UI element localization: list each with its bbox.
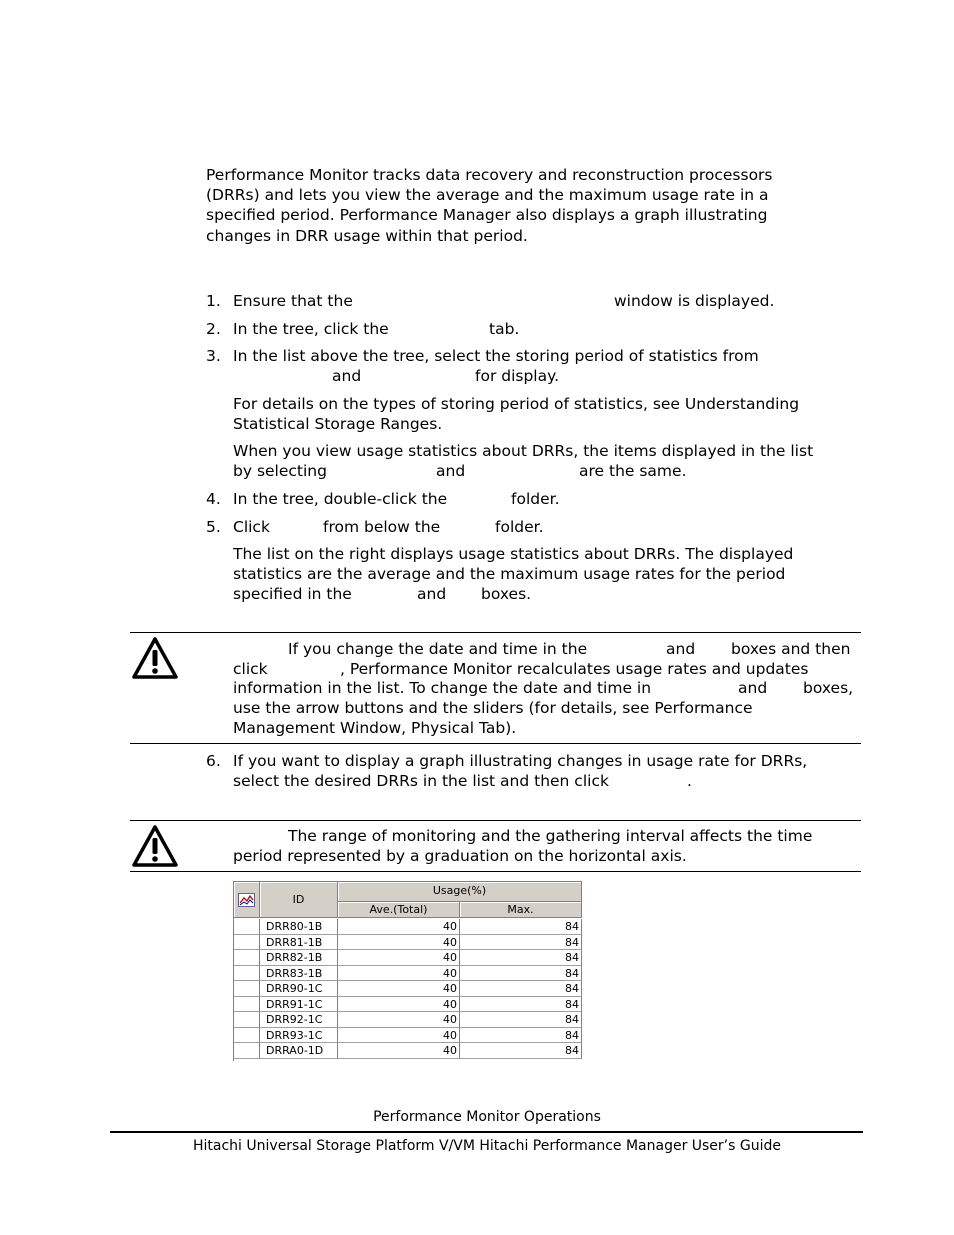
step-text: In the tree, click the — [233, 320, 389, 338]
ave-usage-cell: 40 — [338, 1012, 460, 1028]
step-text: . — [687, 772, 692, 790]
footer-book-title: Hitachi Universal Storage Platform V/VM Hitachi Performance Manager User’s Guide — [193, 1138, 781, 1154]
drr-id-cell: DRRA0-1D — [260, 1043, 338, 1059]
step-note: When you view usage statistics about DRRs, the items displayed in the list — [233, 442, 814, 460]
footer-divider — [110, 1131, 863, 1133]
step-note: Statistical Storage Ranges. — [233, 415, 443, 433]
intro-line: specified period. Performance Manager also displays a graph illustrating — [206, 206, 768, 224]
ave-usage-cell: 40 — [338, 919, 460, 935]
row-selector-cell — [234, 981, 260, 997]
table-row[interactable] — [234, 966, 582, 982]
footer-section-title: Performance Monitor Operations — [373, 1109, 601, 1125]
row-selector-cell — [234, 966, 260, 982]
table-row[interactable] — [234, 950, 582, 966]
id-column-header[interactable]: ID — [260, 882, 338, 918]
step-number: 6. — [206, 752, 221, 770]
table-row[interactable] — [234, 1028, 582, 1044]
step-note: and — [417, 585, 447, 603]
intro-line: Performance Monitor tracks data recovery and reconstruction processors — [206, 166, 773, 184]
step-text: folder. — [511, 490, 560, 508]
max-usage-cell: 84 — [460, 966, 582, 982]
table-row[interactable] — [234, 981, 582, 997]
step-text: and — [332, 367, 362, 385]
step-note: by selecting — [233, 462, 327, 480]
max-usage-cell: 84 — [460, 1012, 582, 1028]
step-text: from below the — [323, 518, 441, 536]
drr-id-cell: DRR80-1B — [260, 919, 338, 935]
ave-column-header[interactable]: Ave.(Total) — [338, 902, 460, 918]
warning-triangle-icon — [131, 636, 179, 680]
row-selector-cell — [234, 919, 260, 935]
usage-column-header: Usage(%) — [338, 882, 582, 902]
caution-text: information in the list. To change the date and time in — [233, 679, 652, 697]
caution-text: and — [738, 679, 768, 697]
caution-text: , Performance Monitor recalculates usage rates and updates — [340, 660, 809, 678]
step-text: If you want to display a graph illustrating changes in usage rate for DRRs, — [233, 752, 808, 770]
step-note: are the same. — [579, 462, 687, 480]
step-note: statistics are the average and the maximum usage rates for the period — [233, 565, 786, 583]
row-selector-cell — [234, 1028, 260, 1044]
graph-column-header[interactable] — [234, 882, 260, 918]
step-number: 3. — [206, 347, 221, 365]
intro-line: (DRRs) and lets you view the average and the maximum usage rate in a — [206, 186, 769, 204]
caution-text: boxes and then — [731, 640, 851, 658]
max-usage-cell: 84 — [460, 997, 582, 1013]
step-note: The list on the right displays usage statistics about DRRs. The displayed — [233, 545, 794, 563]
row-selector-cell — [234, 1043, 260, 1059]
drr-usage-table — [233, 881, 582, 1061]
step-text: Ensure that the — [233, 292, 353, 310]
max-column-header[interactable]: Max. — [460, 902, 582, 918]
caution-text: If you change the date and time in the — [288, 640, 588, 658]
graph-icon — [238, 893, 255, 907]
drr-id-cell: DRR90-1C — [260, 981, 338, 997]
step-text: In the list above the tree, select the storing period of statistics from — [233, 347, 759, 365]
warning-triangle-icon — [131, 824, 179, 868]
table-row[interactable] — [234, 997, 582, 1013]
step-text: select the desired DRRs in the list and then click — [233, 772, 609, 790]
caution-text: Management Window, Physical Tab). — [233, 719, 517, 737]
step-text: folder. — [495, 518, 544, 536]
drr-id-cell: DRR93-1C — [260, 1028, 338, 1044]
step-text: for display. — [475, 367, 559, 385]
step-text: In the tree, double-click the — [233, 490, 448, 508]
drr-id-cell: DRR82-1B — [260, 950, 338, 966]
caution-text: use the arrow buttons and the sliders (for details, see Performance — [233, 699, 753, 717]
step-number: 4. — [206, 490, 221, 508]
row-selector-cell — [234, 997, 260, 1013]
max-usage-cell: 84 — [460, 981, 582, 997]
step-text: window is displayed. — [614, 292, 775, 310]
step-text: tab. — [489, 320, 520, 338]
divider — [130, 632, 861, 633]
divider — [130, 743, 861, 744]
ave-usage-cell: 40 — [338, 1043, 460, 1059]
step-note: specified in the — [233, 585, 352, 603]
caution-text: and — [666, 640, 696, 658]
step-number: 1. — [206, 292, 221, 310]
drr-id-cell: DRR81-1B — [260, 935, 338, 951]
max-usage-cell: 84 — [460, 1028, 582, 1044]
max-usage-cell: 84 — [460, 919, 582, 935]
row-selector-cell — [234, 950, 260, 966]
max-usage-cell: 84 — [460, 935, 582, 951]
caution-text: period represented by a graduation on the horizontal axis. — [233, 847, 687, 865]
step-note: For details on the types of storing period of statistics, see Understanding — [233, 395, 800, 413]
row-selector-cell — [234, 1012, 260, 1028]
divider — [130, 871, 861, 872]
step-note: and — [436, 462, 466, 480]
drr-id-cell: DRR92-1C — [260, 1012, 338, 1028]
ave-usage-cell: 40 — [338, 950, 460, 966]
ave-usage-cell: 40 — [338, 1028, 460, 1044]
ave-usage-cell: 40 — [338, 981, 460, 997]
table-row[interactable] — [234, 1012, 582, 1028]
caution-text: boxes, — [803, 679, 854, 697]
table-row[interactable] — [234, 1043, 582, 1059]
max-usage-cell: 84 — [460, 1043, 582, 1059]
table-row[interactable] — [234, 919, 582, 935]
row-selector-cell — [234, 935, 260, 951]
divider — [130, 820, 861, 821]
table-row[interactable] — [234, 935, 582, 951]
caution-text: click — [233, 660, 268, 678]
intro-line: changes in DRR usage within that period. — [206, 227, 528, 245]
drr-id-cell: DRR83-1B — [260, 966, 338, 982]
drr-id-cell: DRR91-1C — [260, 997, 338, 1013]
ave-usage-cell: 40 — [338, 966, 460, 982]
max-usage-cell: 84 — [460, 950, 582, 966]
ave-usage-cell: 40 — [338, 935, 460, 951]
step-text: Click — [233, 518, 270, 536]
ave-usage-cell: 40 — [338, 997, 460, 1013]
step-note: boxes. — [481, 585, 532, 603]
caution-text: The range of monitoring and the gathering interval affects the time — [288, 827, 813, 845]
step-number: 5. — [206, 518, 221, 536]
step-number: 2. — [206, 320, 221, 338]
